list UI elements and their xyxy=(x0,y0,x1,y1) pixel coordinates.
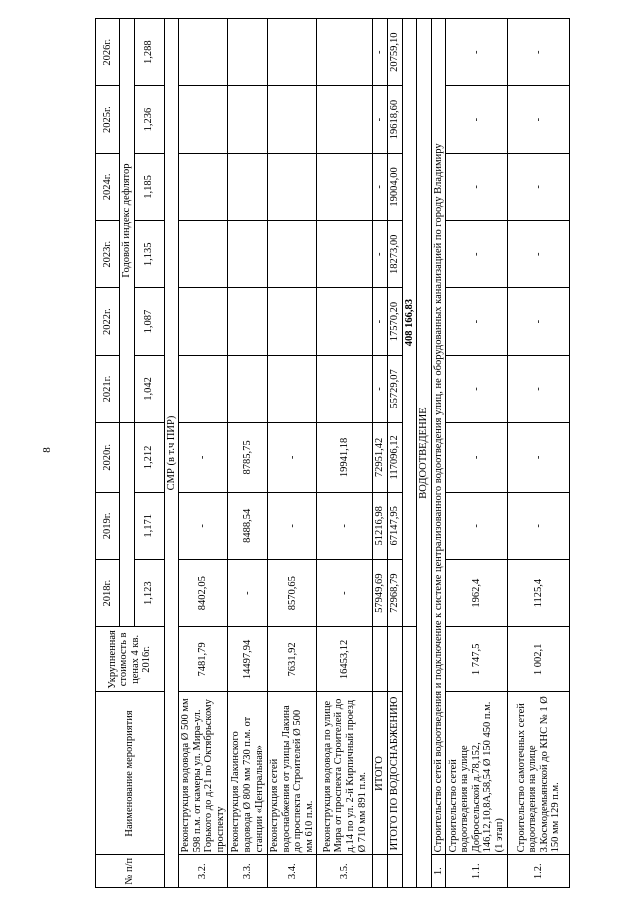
row-value: 1962,4 xyxy=(446,559,508,626)
row-value xyxy=(179,288,228,355)
header-year: 2019г. xyxy=(96,492,120,559)
row-name: Реконструкция Лакинского водовода Ø 800 мм 730 п.м. от станции «Центральная» xyxy=(228,692,268,855)
row-num: 3.5. xyxy=(317,855,373,888)
itogo-label: ИТОГО xyxy=(373,692,388,855)
page-number: 8 xyxy=(40,447,53,453)
header-year: 2022г. xyxy=(96,288,120,355)
itogo-vs-label: ИТОГО ПО ВОДОСНАБЖЕНИЮ xyxy=(388,692,403,855)
row-name: Реконструкция сетей водоснабжения от улицы Лакина до проспекта Строителей Ø 500 мм 610 п.м. xyxy=(268,692,317,855)
table-row xyxy=(446,19,508,888)
section-num: 1. xyxy=(431,855,446,888)
row-num: 3.2. xyxy=(179,855,228,888)
header-year: 2023г. xyxy=(96,221,120,288)
itogo-value: - xyxy=(373,86,388,153)
header-year: 2021г. xyxy=(96,355,120,422)
row-num: 1.1. xyxy=(446,855,508,888)
itogo-value: - xyxy=(373,19,388,86)
header-year: 2024г. xyxy=(96,153,120,220)
row-value xyxy=(317,221,373,288)
deflator-value: 1,087 xyxy=(134,288,164,355)
row-value: - xyxy=(446,355,508,422)
itogo-value: 57949,69 xyxy=(373,559,388,626)
row-value xyxy=(228,153,268,220)
header-year: 2026г. xyxy=(96,19,120,86)
itogo-value: 72951,42 xyxy=(373,423,388,493)
row-num: 3.4. xyxy=(268,855,317,888)
header-num: № п/п xyxy=(96,855,165,888)
grand-total: 408 166,83 xyxy=(402,19,417,627)
deflator-value: 1,135 xyxy=(134,221,164,288)
row-value xyxy=(317,355,373,422)
row-value: 1125,4 xyxy=(508,559,570,626)
header-name: Наименование мероприятия xyxy=(96,692,165,855)
deflator-value: 1,212 xyxy=(134,423,164,493)
empty-cell xyxy=(402,627,417,888)
row-value: 19941,18 xyxy=(317,423,373,493)
row-value xyxy=(268,153,317,220)
row-value: - xyxy=(268,423,317,493)
row-num: 1.2. xyxy=(508,855,570,888)
row-value: - xyxy=(508,153,570,220)
itogo-value: - xyxy=(373,221,388,288)
empty-cell xyxy=(373,627,388,692)
row-value: - xyxy=(508,355,570,422)
row-value: - xyxy=(446,492,508,559)
row-value xyxy=(228,19,268,86)
row-value: - xyxy=(508,288,570,355)
itogo-row xyxy=(373,19,388,888)
deflator-value: 1,123 xyxy=(134,559,164,626)
row-value xyxy=(268,355,317,422)
row-cost: 14497,94 xyxy=(228,627,268,692)
row-cost: 1 002,1 xyxy=(508,627,570,692)
row-value xyxy=(317,86,373,153)
row-cost: 1 747,5 xyxy=(446,627,508,692)
row-value: 8785,75 xyxy=(228,423,268,493)
row-value: - xyxy=(317,492,373,559)
row-value: - xyxy=(446,221,508,288)
row-name: Строительство самотечных сетей водоотведения на улице 3.Космодемьянской до КНС № 1 Ø 150 мм 129 п.м. xyxy=(508,692,570,855)
row-value: - xyxy=(317,559,373,626)
row-value xyxy=(228,355,268,422)
row-value xyxy=(179,153,228,220)
itogo-vs-value: 17570,20 xyxy=(388,288,403,355)
empty-cell xyxy=(388,855,403,888)
row-value: - xyxy=(446,288,508,355)
row-value xyxy=(317,288,373,355)
section-row xyxy=(431,19,446,888)
row-num: 3.3. xyxy=(228,855,268,888)
row-value: - xyxy=(446,153,508,220)
header-year: 2025г. xyxy=(96,86,120,153)
table-row xyxy=(268,19,317,888)
row-value: - xyxy=(179,423,228,493)
row-value xyxy=(268,86,317,153)
row-value xyxy=(179,19,228,86)
row-name: Строительство сетей водоотведения на улице Добросельской д.78,152, 146,12,10,8А,58,54 Ø 150 450 п.м. (1 этап) xyxy=(446,692,508,855)
deflator-value: 1,288 xyxy=(134,19,164,86)
rotated-document xyxy=(95,18,635,888)
row-value: - xyxy=(508,221,570,288)
row-value xyxy=(317,153,373,220)
row-value: - xyxy=(446,86,508,153)
row-value: - xyxy=(446,423,508,493)
row-value xyxy=(228,221,268,288)
deflator-label: Годовой индекс дефлятор xyxy=(120,19,135,423)
row-value xyxy=(268,288,317,355)
itogo-vs-value: 19618,60 xyxy=(388,86,403,153)
itogo-vs-value: 117096,12 xyxy=(388,423,403,493)
grand-total-row xyxy=(402,19,417,888)
header-year: 2020г. xyxy=(96,423,120,493)
row-value xyxy=(228,86,268,153)
table-row xyxy=(179,19,228,888)
empty-cell xyxy=(373,855,388,888)
row-value xyxy=(179,221,228,288)
row-value xyxy=(268,221,317,288)
row-value: 8402,05 xyxy=(179,559,228,626)
row-value: - xyxy=(508,19,570,86)
smr-label: СМР (в т.ч ПИР) xyxy=(164,19,179,888)
row-name: Реконструкция водовода Ø 500 мм 598 п.м. от камеры ул. Мира-ул. Горького до д.21 по Октябрьскому проспекту xyxy=(179,692,228,855)
itogo-value: - xyxy=(373,288,388,355)
itogo-vs-value: 18273,00 xyxy=(388,221,403,288)
row-value: - xyxy=(508,86,570,153)
row-cost: 16453,12 xyxy=(317,627,373,692)
deflator-value: 1,185 xyxy=(134,153,164,220)
row-value xyxy=(228,288,268,355)
investment-table xyxy=(95,18,570,888)
itogo-value: 51216,98 xyxy=(373,492,388,559)
empty-cell xyxy=(388,627,403,692)
row-value: - xyxy=(508,492,570,559)
row-value xyxy=(179,86,228,153)
table-row xyxy=(508,19,570,888)
itogo-vs-value: 19004,00 xyxy=(388,153,403,220)
row-value xyxy=(268,19,317,86)
row-value: - xyxy=(446,19,508,86)
row-cost: 7631,92 xyxy=(268,627,317,692)
itogo-value: - xyxy=(373,355,388,422)
row-value: - xyxy=(508,423,570,493)
row-value: 8488,54 xyxy=(228,492,268,559)
itogo-vs-value: 55729,07 xyxy=(388,355,403,422)
itogo-vs-value: 72968,79 xyxy=(388,559,403,626)
row-name: Реконструкция водовода по улице Мира от проспекта Строителей до д.14 по ул. 2-й Кирпичный проезд Ø 710 мм 891 п.м. xyxy=(317,692,373,855)
row-value: - xyxy=(268,492,317,559)
row-value: - xyxy=(228,559,268,626)
header-cost: Укрупненная стоимость в ценах 4 кв. 2016г. xyxy=(96,627,165,692)
header-empty xyxy=(120,423,135,627)
section-title: Строительство сетей водоотведения и подключение к системе централизованного водоотведения улиц, не оборудованных канализацией по городу Владимиру xyxy=(431,19,446,855)
row-value xyxy=(317,19,373,86)
itogo-vs-value: 20759,10 xyxy=(388,19,403,86)
table-row xyxy=(317,19,373,888)
deflator-value: 1,236 xyxy=(134,86,164,153)
row-value: 8570,65 xyxy=(268,559,317,626)
deflator-value: 1,042 xyxy=(134,355,164,422)
section-heading-row xyxy=(417,19,432,888)
header-year: 2018г. xyxy=(96,559,120,626)
row-value xyxy=(179,355,228,422)
itogo-value: - xyxy=(373,153,388,220)
deflator-value: 1,171 xyxy=(134,492,164,559)
row-cost: 7481,79 xyxy=(179,627,228,692)
row-value: - xyxy=(179,492,228,559)
table-row xyxy=(228,19,268,888)
itogo-vs-value: 67147,95 xyxy=(388,492,403,559)
itogo-vs-row xyxy=(388,19,403,888)
section-heading: ВОДООТВЕДЕНИЕ xyxy=(417,19,432,888)
